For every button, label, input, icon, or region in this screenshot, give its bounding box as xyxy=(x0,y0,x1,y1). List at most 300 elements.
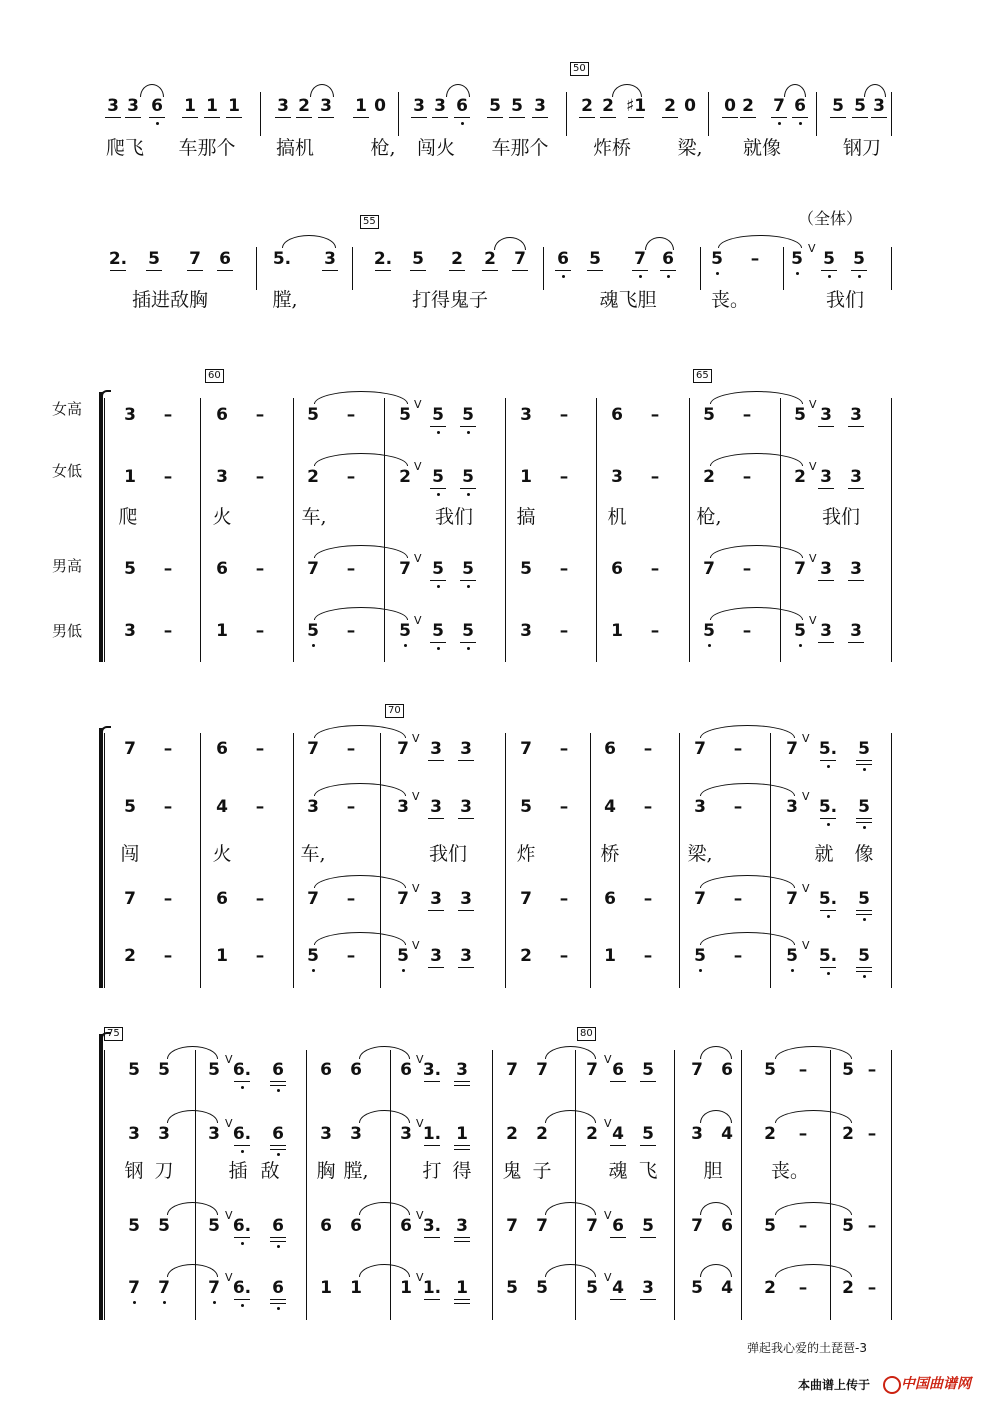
underline-beam-2 xyxy=(856,764,872,765)
lyric-text: 枪, xyxy=(370,137,396,159)
jianpu-note: 1 xyxy=(520,467,532,487)
jianpu-note: 5. xyxy=(818,797,838,817)
jianpu-note: 3 xyxy=(611,467,623,487)
underline-beam-2 xyxy=(270,1085,286,1086)
jianpu-note: 6. xyxy=(232,1060,252,1080)
jianpu-note: 5 xyxy=(506,1278,518,1298)
barline xyxy=(260,92,261,136)
jianpu-note: 5 xyxy=(124,559,136,579)
jianpu-note: – xyxy=(346,889,356,909)
breath-mark: V xyxy=(808,242,816,255)
jianpu-note: – xyxy=(650,559,660,579)
jianpu-note: 5 xyxy=(307,405,319,425)
jianpu-note: 6 xyxy=(272,1216,284,1236)
barline xyxy=(505,733,506,988)
barline xyxy=(384,398,385,662)
jianpu-note: – xyxy=(163,797,173,817)
barline xyxy=(830,1050,831,1320)
jianpu-note: 7 xyxy=(691,1060,703,1080)
tie-slur xyxy=(545,1046,596,1059)
jianpu-note: 7 xyxy=(307,739,319,759)
breath-mark: V xyxy=(414,552,422,565)
octave-dot-low xyxy=(277,1089,280,1092)
barline xyxy=(543,247,544,290)
jianpu-note: 1 xyxy=(355,96,367,116)
jianpu-note: – xyxy=(650,467,660,487)
jianpu-note: 3 xyxy=(820,559,832,579)
jianpu-note: – xyxy=(742,559,752,579)
underline-beam-2 xyxy=(454,1149,470,1150)
jianpu-note: 3 xyxy=(320,1124,332,1144)
barline xyxy=(200,733,201,988)
tie-slur xyxy=(167,1046,218,1059)
jianpu-note: 4 xyxy=(604,797,616,817)
barline xyxy=(700,247,701,290)
octave-dot-low xyxy=(858,275,861,278)
jianpu-note: 7 xyxy=(124,889,136,909)
underline-beam xyxy=(454,1299,470,1300)
jianpu-note: 6 xyxy=(272,1278,284,1298)
tie-slur xyxy=(710,453,803,466)
jianpu-note: 7 xyxy=(506,1216,518,1236)
underline-beam xyxy=(820,910,836,911)
jianpu-note: – xyxy=(650,405,660,425)
jianpu-note: – xyxy=(163,467,173,487)
lyric-text: 搞 xyxy=(516,506,536,528)
jianpu-note: – xyxy=(867,1060,877,1080)
jianpu-note: – xyxy=(733,889,743,909)
jianpu-note: 6 xyxy=(216,739,228,759)
jianpu-note: 5 xyxy=(462,559,474,579)
octave-dot-low xyxy=(467,585,470,588)
underline-beam xyxy=(217,270,233,271)
jianpu-note: – xyxy=(346,559,356,579)
underline-beam xyxy=(458,760,474,761)
breath-mark: V xyxy=(412,939,420,952)
breath-mark: V xyxy=(225,1271,233,1284)
jianpu-note: 3 xyxy=(520,621,532,641)
jianpu-note: – xyxy=(255,467,265,487)
underline-beam xyxy=(482,270,498,271)
barline xyxy=(596,398,597,662)
jianpu-note: 1 xyxy=(320,1278,332,1298)
jianpu-note: 5 xyxy=(432,621,444,641)
jianpu-note: 6. xyxy=(232,1124,252,1144)
underline-beam xyxy=(458,910,474,911)
breath-mark: V xyxy=(416,1209,424,1222)
jianpu-note: – xyxy=(742,405,752,425)
jianpu-note: – xyxy=(733,797,743,817)
tie-slur xyxy=(314,725,406,738)
jianpu-note: 6 xyxy=(350,1216,362,1236)
vlabel-tenor: 男高 xyxy=(52,557,83,575)
jianpu-note: 2 xyxy=(703,467,715,487)
underline-beam xyxy=(424,1237,440,1238)
underline-beam xyxy=(848,580,864,581)
lyric-text: 像 xyxy=(854,843,874,865)
site-logo-icon xyxy=(883,1376,901,1394)
octave-dot-low xyxy=(827,915,830,918)
underline-beam xyxy=(852,117,868,118)
jianpu-note: 5 xyxy=(586,1278,598,1298)
jianpu-note: – xyxy=(867,1216,877,1236)
lyric-text: 闯火 xyxy=(416,137,456,159)
octave-dot-low xyxy=(828,275,831,278)
underline-beam xyxy=(270,1081,286,1082)
jianpu-note: 5 xyxy=(208,1060,220,1080)
underline-beam xyxy=(640,1237,656,1238)
vlabel-bass: 男低 xyxy=(52,622,83,640)
lyric-text: 魂飞胆 xyxy=(599,289,657,311)
jianpu-note: – xyxy=(742,621,752,641)
jianpu-note: 3 xyxy=(107,96,119,116)
bracket-cap-top xyxy=(101,390,111,400)
jianpu-note: 2 xyxy=(842,1124,854,1144)
jianpu-note: 2 xyxy=(842,1278,854,1298)
jianpu-note: 5 xyxy=(432,405,444,425)
lyric-text: 车那个 xyxy=(178,137,236,159)
underline-beam xyxy=(628,117,644,118)
jianpu-note: – xyxy=(643,946,653,966)
jianpu-note: 7 xyxy=(703,559,715,579)
jianpu-note: – xyxy=(798,1278,808,1298)
underline-beam xyxy=(149,117,165,118)
jianpu-note: 1. xyxy=(422,1124,442,1144)
barline xyxy=(200,398,201,662)
underline-beam xyxy=(818,488,834,489)
underline-beam xyxy=(820,967,836,968)
upload-note: 本曲谱上传于 xyxy=(798,1378,871,1392)
octave-dot-low xyxy=(863,918,866,921)
underline-beam xyxy=(792,117,808,118)
tie-slur xyxy=(700,725,795,738)
jianpu-note: 6 xyxy=(216,405,228,425)
underline-beam xyxy=(270,1145,286,1146)
jianpu-note: – xyxy=(559,739,569,759)
jianpu-note: 6 xyxy=(219,249,231,269)
jianpu-note: 1 xyxy=(350,1278,362,1298)
tie-slur xyxy=(700,875,795,888)
barline xyxy=(780,398,781,662)
breath-mark: V xyxy=(412,882,420,895)
jianpu-note: – xyxy=(163,946,173,966)
jianpu-note: – xyxy=(346,739,356,759)
octave-dot-low xyxy=(467,493,470,496)
jianpu-note: 7 xyxy=(520,739,532,759)
jianpu-note: 3 xyxy=(430,739,442,759)
bracket-cap-top xyxy=(101,726,111,736)
underline-beam xyxy=(125,117,141,118)
jianpu-note: 6 xyxy=(794,96,806,116)
octave-dot-low xyxy=(277,1153,280,1156)
tie-slur xyxy=(140,84,164,97)
jianpu-note: 5 xyxy=(791,249,803,269)
jianpu-note: 6 xyxy=(611,559,623,579)
jianpu-note: – xyxy=(559,889,569,909)
jianpu-note: – xyxy=(255,739,265,759)
jianpu-note: 5 xyxy=(858,797,870,817)
underline-beam xyxy=(182,117,198,118)
breath-mark: V xyxy=(802,790,810,803)
tie-slur xyxy=(710,607,803,620)
octave-dot-low xyxy=(799,122,802,125)
lyric-text: 就像 xyxy=(742,137,782,159)
jianpu-note: 3 xyxy=(430,946,442,966)
jianpu-note: 5. xyxy=(818,946,838,966)
breath-mark: V xyxy=(802,882,810,895)
breath-mark: V xyxy=(225,1209,233,1222)
barline xyxy=(816,92,817,136)
jianpu-note: 2 xyxy=(451,249,463,269)
octave-dot-low xyxy=(827,823,830,826)
octave-dot-low xyxy=(277,1245,280,1248)
jianpu-note: – xyxy=(255,559,265,579)
jianpu-note: – xyxy=(559,559,569,579)
breath-mark: V xyxy=(604,1053,612,1066)
breath-mark: V xyxy=(809,614,817,627)
jianpu-note: 5 xyxy=(432,559,444,579)
jianpu-note: 3 xyxy=(534,96,546,116)
jianpu-note: 3 xyxy=(850,621,862,641)
jianpu-note: 6 xyxy=(400,1216,412,1236)
barline xyxy=(398,92,399,136)
lyric-text: 车那个 xyxy=(491,137,549,159)
underline-beam xyxy=(146,270,162,271)
jianpu-note: 5 xyxy=(858,946,870,966)
underline-beam xyxy=(820,818,836,819)
jianpu-note: 5 xyxy=(536,1278,548,1298)
underline-beam xyxy=(410,270,426,271)
underline-beam xyxy=(610,1145,626,1146)
jianpu-note: 7 xyxy=(586,1216,598,1236)
octave-dot-low xyxy=(863,975,866,978)
octave-dot-low xyxy=(241,1242,244,1245)
page-title-footer: 弹起我心爱的土琵琶-3 xyxy=(747,1341,867,1355)
lyric-text: 钢刀 xyxy=(842,137,882,159)
underline-beam xyxy=(270,1237,286,1238)
tie-slur xyxy=(310,84,334,97)
jianpu-note: 5 xyxy=(412,249,424,269)
octave-dot-low xyxy=(133,1301,136,1304)
jianpu-note: 6 xyxy=(320,1060,332,1080)
jianpu-note: 1 xyxy=(216,621,228,641)
jianpu-note: 3 xyxy=(124,405,136,425)
jianpu-note: 6. xyxy=(232,1278,252,1298)
jianpu-note: 3 xyxy=(850,559,862,579)
jianpu-note: 5 xyxy=(642,1060,654,1080)
jianpu-note: 7 xyxy=(506,1060,518,1080)
barline xyxy=(689,398,690,662)
jianpu-note: 5 xyxy=(520,559,532,579)
jianpu-note: 5 xyxy=(842,1060,854,1080)
underline-beam xyxy=(318,117,334,118)
underline-beam xyxy=(460,426,476,427)
jianpu-note: – xyxy=(346,797,356,817)
octave-dot-low xyxy=(562,275,565,278)
jianpu-note: 3 xyxy=(430,889,442,909)
lyric-text: 鬼 xyxy=(502,1160,522,1182)
jianpu-note: – xyxy=(798,1124,808,1144)
jianpu-note: 3 xyxy=(320,96,332,116)
jianpu-note: 5 xyxy=(691,1278,703,1298)
jianpu-note: 6 xyxy=(456,96,468,116)
jianpu-note: 7 xyxy=(786,739,798,759)
tie-slur xyxy=(314,545,408,558)
underline-beam xyxy=(322,270,338,271)
underline-beam xyxy=(460,488,476,489)
jianpu-note: 4 xyxy=(721,1124,733,1144)
lyric-text: 胆 xyxy=(703,1160,723,1182)
tie-slur xyxy=(710,391,803,404)
jianpu-note: 5 xyxy=(711,249,723,269)
tie-slur xyxy=(700,783,795,796)
octave-dot-low xyxy=(791,969,794,972)
jianpu-note: 6 xyxy=(604,889,616,909)
underline-beam xyxy=(428,760,444,761)
tie-slur xyxy=(359,1202,410,1215)
underline-beam xyxy=(818,580,834,581)
jianpu-note: 6 xyxy=(350,1060,362,1080)
barline xyxy=(492,1050,493,1320)
underline-beam xyxy=(771,117,787,118)
lyric-text: 飞 xyxy=(638,1160,658,1182)
underline-beam xyxy=(275,117,291,118)
jianpu-note: 5 xyxy=(128,1060,140,1080)
jianpu-note: 2 xyxy=(742,96,754,116)
lyric-text: 火 xyxy=(212,506,232,528)
jianpu-note: 5. xyxy=(818,739,838,759)
jianpu-note: 3 xyxy=(850,405,862,425)
jianpu-note: – xyxy=(346,467,356,487)
tie-slur xyxy=(784,84,806,97)
tie-slur xyxy=(612,84,642,97)
underline-beam xyxy=(587,270,603,271)
jianpu-note: 7 xyxy=(208,1278,220,1298)
jianpu-note: 3 xyxy=(277,96,289,116)
jianpu-note: 2 xyxy=(506,1124,518,1144)
jianpu-note: 3 xyxy=(124,621,136,641)
tie-slur xyxy=(494,237,526,250)
octave-dot-low xyxy=(461,122,464,125)
tie-slur xyxy=(314,932,406,945)
jianpu-note: 2 xyxy=(602,96,614,116)
underline-beam xyxy=(187,270,203,271)
jianpu-note: 7 xyxy=(399,559,411,579)
underline-beam xyxy=(856,910,872,911)
barline xyxy=(104,1050,105,1320)
jianpu-note: 1 xyxy=(184,96,196,116)
underline-beam xyxy=(640,1081,656,1082)
breath-mark: V xyxy=(809,398,817,411)
underline-beam xyxy=(662,117,678,118)
breath-mark: V xyxy=(416,1271,424,1284)
lyric-text: 打得鬼子 xyxy=(411,289,489,311)
underline-beam xyxy=(458,818,474,819)
underline-beam xyxy=(487,117,503,118)
jianpu-note: 2 xyxy=(307,467,319,487)
tie-slur xyxy=(314,783,406,796)
octave-dot-low xyxy=(163,1301,166,1304)
underline-beam xyxy=(610,1081,626,1082)
jianpu-note: 3 xyxy=(460,797,472,817)
jianpu-note: 7 xyxy=(794,559,806,579)
jianpu-note: 7 xyxy=(307,559,319,579)
jianpu-note: 3 xyxy=(127,96,139,116)
underline-beam xyxy=(660,270,676,271)
breath-mark: V xyxy=(412,732,420,745)
underline-beam xyxy=(610,1237,626,1238)
octave-dot-low xyxy=(716,272,719,275)
jianpu-note: 0 xyxy=(684,96,696,116)
tie-slur xyxy=(864,84,886,97)
underline-beam-2 xyxy=(454,1085,470,1086)
jianpu-note: 7 xyxy=(536,1060,548,1080)
jianpu-note: 2 xyxy=(399,467,411,487)
lyric-text: 我们 xyxy=(428,843,468,865)
octave-dot-low xyxy=(437,431,440,434)
underline-beam xyxy=(830,117,846,118)
octave-dot-low xyxy=(312,644,315,647)
underline-beam xyxy=(512,270,528,271)
lyric-text: 闯 xyxy=(120,843,140,865)
underline-beam xyxy=(818,642,834,643)
jianpu-note: 2 xyxy=(124,946,136,966)
measure-number: 65 xyxy=(693,369,712,383)
jianpu-note: 5 xyxy=(489,96,501,116)
underline-beam xyxy=(509,117,525,118)
jianpu-note: 7 xyxy=(307,889,319,909)
jianpu-note: 5 xyxy=(397,946,409,966)
jianpu-note: 6 xyxy=(272,1124,284,1144)
underline-beam xyxy=(818,426,834,427)
jianpu-note: 7 xyxy=(189,249,201,269)
jianpu-note: 6 xyxy=(400,1060,412,1080)
jianpu-note: – xyxy=(733,946,743,966)
jianpu-note: 5 xyxy=(858,739,870,759)
breath-mark: V xyxy=(802,732,810,745)
jianpu-note: 5 xyxy=(128,1216,140,1236)
jianpu-note: 5 xyxy=(794,621,806,641)
lyric-text: 车, xyxy=(300,843,326,865)
breath-mark: V xyxy=(604,1117,612,1130)
barline xyxy=(104,733,105,988)
measure-number: 75 xyxy=(104,1027,123,1041)
jianpu-note: 2 xyxy=(764,1278,776,1298)
underline-beam-2 xyxy=(270,1241,286,1242)
jianpu-note: 2 xyxy=(586,1124,598,1144)
jianpu-note: 3 xyxy=(397,797,409,817)
lyric-text: 梁, xyxy=(687,843,713,865)
jianpu-note: – xyxy=(559,621,569,641)
jianpu-note: 5 xyxy=(858,889,870,909)
barline xyxy=(891,92,892,136)
jianpu-note: 6 xyxy=(611,405,623,425)
underline-beam xyxy=(234,1145,250,1146)
jianpu-note: 6. xyxy=(232,1216,252,1236)
underline-beam xyxy=(430,580,446,581)
jianpu-note: 2 xyxy=(536,1124,548,1144)
site-logo-text: 中国曲谱网 xyxy=(901,1376,971,1392)
jianpu-note: 3 xyxy=(400,1124,412,1144)
tie-slur xyxy=(545,1110,596,1123)
jianpu-note: 3 xyxy=(460,946,472,966)
jianpu-note: – xyxy=(650,621,660,641)
measure-number: 80 xyxy=(577,1027,596,1041)
barline xyxy=(783,247,784,290)
barline xyxy=(566,92,567,136)
octave-dot-low xyxy=(402,969,405,972)
lyric-text: 膛, xyxy=(343,1160,369,1182)
